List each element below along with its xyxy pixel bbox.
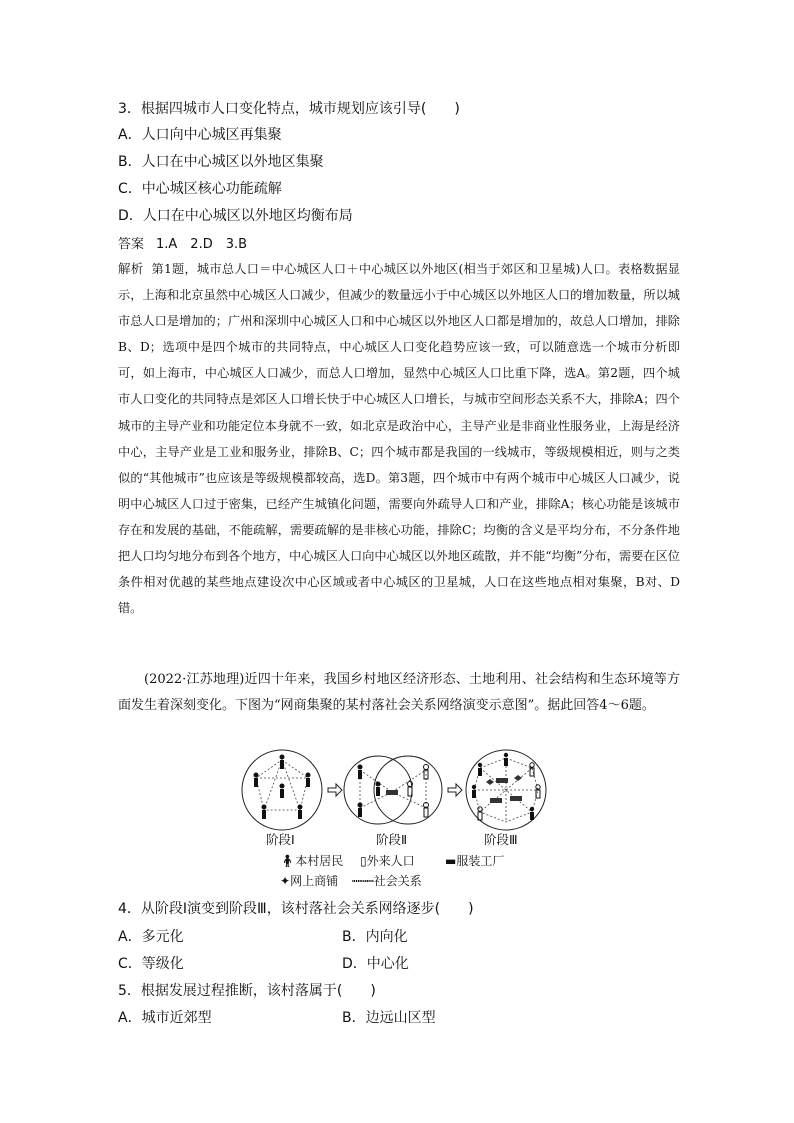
stage1-label: 阶段Ⅰ	[266, 832, 295, 847]
stage2-network	[344, 756, 442, 824]
q4-option-a: A．多元化	[118, 929, 184, 945]
explanation	[118, 256, 680, 621]
stage3-network	[466, 750, 546, 830]
explanation-text: 第1题，城市总人口＝中心城区人口＋中心城区以外地区(相当于郊区和卫星城)人口。表格数据显示，上海和北京虽然中心城区人口减少，但减少的数量远小于中心城区以外地区人口的增加数量，所以城市总人口是增加的；广州和深圳中心城区人口和中心城区以外地区人口都是增加的，故总人口增加，排除B、D；选项中是四个城市的共同特点，中心城区人口变化趋势应该一致，可以随意选一个城市分析即可，如上海市，中心城区人口减少，而总人口增加，显然中心城区人口比重下降，选A。第2题，四个城市人口变化的共同特点是郊区人口增长快于中心城区人口增长，与城市空间形态关系不大，排除A；四个城市的主导产业和功能定位本身就不一致，如北京是政治中心，主导产业是非商业性服务业，上海是经济中心，主导产业是工业和服务业，排除B、C；四个城市都是我国的一线城市，等级规模相近，则与之类似的“其他城市”也应该是等级规模都较高，选D。第3题，四个城市中有两个城市中心城区人口减少，说明中心城区人口过于密集，已经产生城镇化问题，需要向外疏导人口和产业，排除A；核心功能是该城市存在和发展的基础，不能疏解，需要疏解的是非核心功能，排除C；均衡的含义是平均分布，不分条件地把人口均匀地分布到各个地方，中心城区人口向中心城区以外地区疏散，并不能“均衡”分布，需要在区位条件相对优越的某些地点建设次中心区域或者中心城区的卫星城，人口在这些地点相对集聚，B对、D错。	[118, 262, 680, 616]
factory-icon: ▬	[445, 854, 457, 868]
arrow-icon	[328, 784, 342, 796]
legend-shop: ✦网上商铺	[280, 874, 339, 888]
answer-label: 答案	[118, 237, 145, 252]
resident-icon: 🧍︎	[280, 854, 296, 868]
q4-option-b: B．内向化	[342, 929, 408, 945]
q5-option-a: A．城市近郊型	[118, 1010, 212, 1026]
arrow-icon	[448, 784, 462, 796]
legend-resident: 🧍︎本村居民	[280, 854, 344, 868]
shop-icon: ✦	[280, 874, 291, 888]
answer-text: 1.A 2.D 3.B	[156, 237, 248, 252]
q4-option-d: D．中心化	[342, 956, 409, 972]
figure	[240, 748, 550, 888]
q3-stem: 3．根据四城市人口变化特点，城市规划应该引导( )	[118, 101, 460, 117]
stage2-label: 阶段Ⅱ	[376, 832, 408, 847]
q5-stem: 5．根据发展过程推断，该村落属于( )	[118, 983, 376, 999]
q3-option-d: D．人口在中心城区以外地区均衡布局	[118, 208, 353, 224]
legend-relation: ┉┉┉社会关系	[352, 874, 422, 888]
q3-option-a: A．人口向中心城区再集聚	[118, 127, 282, 143]
dotted-line-icon: ┉┉┉	[352, 874, 374, 888]
legend-factory: ▬服装工厂	[445, 854, 505, 868]
intro-paragraph: (2022·江苏地理)近四十年来，我国乡村地区经济形态、土地利用、社会结构和生态环境等方面发生着深刻变化。下图为“网商集聚的某村落社会关系网络演变示意图”。据此回答4～6题。	[118, 672, 680, 713]
outsider-icon: ▯	[360, 854, 367, 868]
stage3-label: 阶段Ⅲ	[484, 832, 518, 847]
q3-option-c: C．中心城区核心功能疏解	[118, 181, 282, 197]
stage1-network	[242, 750, 322, 830]
q3-option-b: B．人口在中心城区以外地区集聚	[118, 154, 324, 170]
answer-line	[118, 233, 247, 252]
explanation-label: 解析	[118, 261, 144, 276]
q5-option-b: B．边远山区型	[342, 1010, 436, 1026]
q4-stem: 4．从阶段Ⅰ演变到阶段Ⅲ，该村落社会关系网络逐步( )	[118, 901, 474, 917]
q4-option-c: C．等级化	[118, 956, 184, 972]
legend-outsider: ▯外来人口	[360, 854, 415, 868]
